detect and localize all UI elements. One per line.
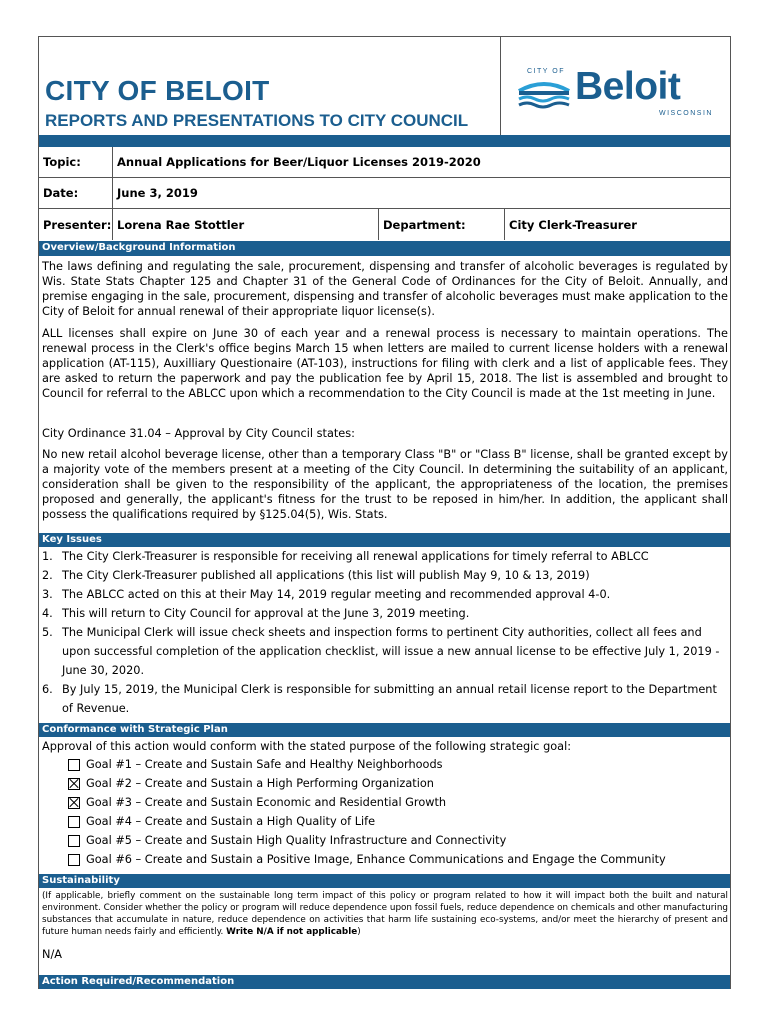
key-issue-item: 2. The City Clerk-Treasurer published all applications (this list will publish May 9, 10 & 13, 2019) (42, 569, 590, 582)
presenter-label: Presenter: (39, 209, 113, 240)
sustainability-note: (If applicable, briefly comment on the sustainable long term impact of this policy or program related to how it will impact both the built and natural environment. Consider whether the policy or program will reduce dependence upon fossil fuels, reduce dependence on chemicals and other manufacturing substances that accumulate in nature, reduce dependence on activities that harm life sustaining eco-systems, and/or meet the hierarchy of present and future human needs fairly and efficiently. Write N/A if not applicable) (42, 891, 728, 937)
city-logo (517, 65, 717, 125)
key-issue-item: 3. The ABLCC acted on this at their May 14, 2019 regular meeting and recommended approval 4-0. (42, 588, 611, 601)
department-value: City Clerk-Treasurer (509, 217, 637, 232)
date-label: Date: (39, 178, 113, 208)
overview-paragraph-1: The laws defining and regulating the sale, procurement, dispensing and transfer of alcoholic beverages is regulated by Wis. State Stats Chapter 125 and Chapter 31 of the General Code of Ordinances for the City of Beloit. Annually, and premise engaging in the sale, procurement, dispensing and transfer of alcoholic beverages must make application to the City of Beloit for annual renewal of their appropriate liquor license(s). (42, 260, 728, 318)
key-issue-item: 1. The City Clerk-Treasurer is responsible for receiving all renewal applications for timely referral to ABLCC (42, 550, 649, 563)
goal-3 (68, 796, 446, 809)
goal-5-checkbox[interactable] (68, 835, 80, 847)
goal-3-checkbox[interactable] (68, 797, 80, 809)
logo-name: Beloit (575, 65, 681, 108)
goal-6 (68, 853, 666, 866)
key-issues-list (42, 547, 728, 718)
goal-1 (68, 758, 443, 771)
goal-3-label: Goal #3 – Create and Sustain Economic and Residential Growth (86, 796, 447, 809)
goal-4-checkbox[interactable] (68, 816, 80, 828)
sustainability-answer: N/A (42, 948, 62, 961)
topic-value: Annual Applications for Beer/Liquor Licenses 2019-2020 (117, 155, 481, 169)
goal-5-label: Goal #5 – Create and Sustain High Quality Infrastructure and Connectivity (86, 834, 507, 847)
goal-2 (68, 777, 434, 790)
logo-state: WISCONSIN (659, 110, 713, 117)
goal-2-checkbox[interactable] (68, 778, 80, 790)
key-issues-heading: Key Issues (39, 533, 730, 547)
logo-city-of: CITY OF (527, 68, 565, 75)
overview-paragraph-2: ALL licenses shall expire on June 30 of each year and a renewal process is necessary to maintain operations. The renewal process in the Clerk's office begins March 15 when letters are mailed to current license holders with a renewal application (AT-115), Auxilliary Questionaire (AT-103), instructions for filing with clerk and a list of applicable fees. They are asked to return the paperwork and pay the publication fee by April 15, 2018. The list is assembled and brought to Council for referral to the ABLCC upon which a recommendation to the City Council is made at the 1st meeting in June. (42, 327, 728, 400)
presenter-value: Lorena Rae Stottler (113, 209, 379, 240)
goal-1-checkbox[interactable] (68, 759, 80, 771)
goal-4-label: Goal #4 – Create and Sustain a High Quality of Life (86, 815, 376, 828)
header-title-block (39, 37, 501, 135)
conformance-intro: Approval of this action would conform with the stated purpose of the following strategic goal: (42, 740, 572, 753)
overview-paragraph-3: City Ordinance 31.04 – Approval by City Council states: (42, 427, 355, 440)
department-label: Department: (379, 209, 505, 240)
header-divider-bar (39, 135, 730, 147)
overview-heading: Overview/Background Information (39, 241, 730, 256)
report-page (38, 36, 731, 989)
overview-paragraph-4: No new retail alcohol beverage license, other than a temporary Class "B" or "Class B" license, shall be granted except by a majority vote of the members present at a meeting of the City Council. In determining the suitability of an applicant, consideration shall be given to the responsibility of the applicant, the appropriateness of the location, the premises proposed and generally, the applicant's fitness for the trust to be reposed in him/her. In addition, the applicant shall possess the qualifications required by §125.04(5), Wis. Stats. (42, 448, 728, 521)
date-value: June 3, 2019 (117, 186, 198, 200)
bridge-logo-icon (517, 75, 571, 111)
report-subtitle: REPORTS AND PRESENTATIONS TO CITY COUNCIL (45, 111, 469, 130)
topic-label: Topic: (39, 147, 113, 177)
action-heading: Action Required/Recommendation (39, 975, 730, 989)
sustainability-heading: Sustainability (39, 874, 730, 888)
goal-6-checkbox[interactable] (68, 854, 80, 866)
topic-row (39, 147, 730, 178)
key-issue-item: 6. By July 15, 2019, the Municipal Clerk is responsible for submitting an annual retail license report to the Department of Revenue. (42, 683, 717, 715)
conformance-heading: Conformance with Strategic Plan (39, 723, 730, 737)
goal-6-label: Goal #6 – Create and Sustain a Positive Image, Enhance Communications and Engage the Community (86, 853, 666, 866)
key-issue-item: 5. The Municipal Clerk will issue check sheets and inspection forms to pertinent City authorities, collect all fees and upon successful completion of the application checklist, will issue a new annual license to be effective July 1, 2019 - June 30, 2020. (42, 626, 720, 677)
date-row (39, 178, 730, 209)
presenter-row (39, 209, 730, 240)
goal-1-label: Goal #1 – Create and Sustain Safe and Healthy Neighborhoods (86, 758, 443, 771)
city-title: CITY OF BELOIT (45, 75, 270, 106)
key-issue-item: 4. This will return to City Council for approval at the June 3, 2019 meeting. (42, 607, 470, 620)
goal-4 (68, 815, 375, 828)
goal-5 (68, 834, 506, 847)
goal-2-label: Goal #2 – Create and Sustain a High Performing Organization (86, 777, 434, 790)
